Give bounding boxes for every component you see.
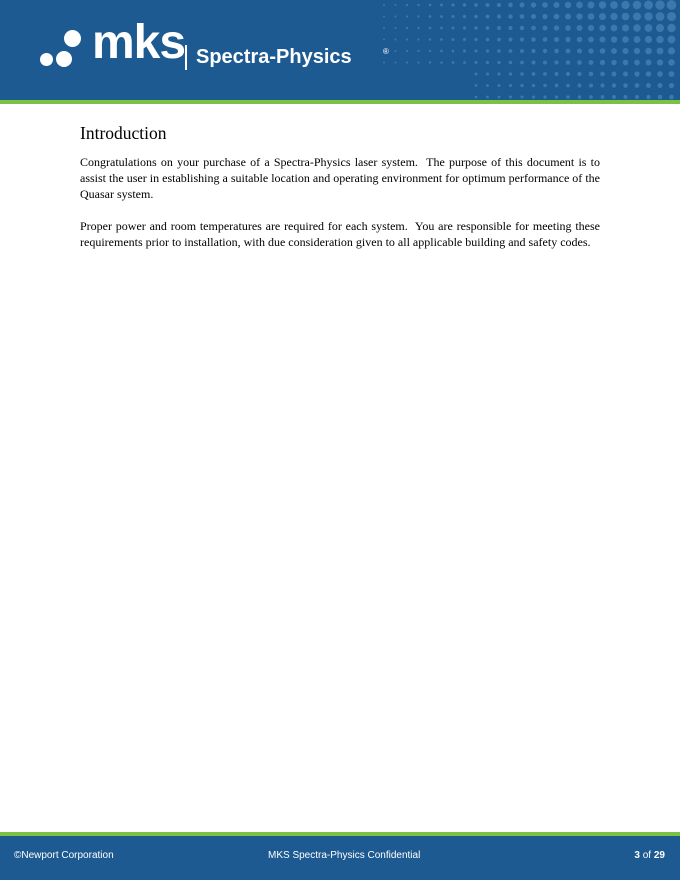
header-dot (474, 61, 477, 64)
header-dot (566, 72, 570, 76)
logo-brand-text: Spectra-Physics (196, 46, 352, 68)
header-dot (634, 71, 639, 76)
header-dot (474, 49, 477, 52)
footer-confidential: MKS Spectra-Physics Confidential (268, 850, 421, 861)
header-dot (634, 48, 640, 54)
header-dot (474, 38, 477, 41)
header-dot (578, 95, 582, 99)
header-dot (429, 15, 432, 18)
header-dot (646, 71, 651, 76)
header-dot (531, 37, 535, 41)
header-dot (577, 60, 582, 65)
header-dot (554, 60, 558, 64)
header-dot (565, 2, 571, 8)
header-dot (452, 50, 455, 53)
header-dot (645, 59, 651, 65)
header-dot (486, 26, 490, 30)
header-dot (622, 36, 629, 43)
logo-registered-mark: ® (383, 47, 389, 56)
header-dot (406, 4, 408, 6)
header-dot (542, 2, 548, 8)
header-dot (429, 4, 432, 7)
header-dot (497, 14, 501, 18)
header-dot (657, 48, 664, 55)
header-dot (451, 3, 454, 6)
header-dot (588, 48, 593, 53)
header-dot (383, 16, 385, 18)
header-dot (555, 95, 558, 98)
header-dot (667, 12, 676, 21)
header-dot (669, 83, 674, 88)
header-dot (635, 83, 640, 88)
header-dot (565, 14, 571, 20)
document-body (80, 122, 603, 266)
header-dot (520, 61, 524, 65)
header-dot (645, 24, 653, 32)
header-dot (463, 61, 466, 64)
header-dot (633, 13, 641, 21)
header-dot (601, 95, 605, 99)
page-total: 29 (653, 850, 665, 861)
header-dot (633, 1, 642, 10)
header-dot (508, 3, 513, 8)
header-dot (520, 37, 524, 41)
header-dot (486, 72, 489, 75)
header-dot (611, 25, 618, 32)
header-dot (587, 1, 594, 8)
header-dot (611, 60, 616, 65)
header-dot (531, 49, 535, 53)
header-dot (588, 13, 595, 20)
header-dot (668, 59, 674, 65)
header-dot (658, 95, 662, 99)
header-dot (634, 60, 640, 66)
header-dot (452, 38, 455, 41)
header-dot (657, 59, 663, 65)
header-dot (566, 49, 571, 54)
header-dot (578, 84, 582, 88)
header-dot (497, 26, 501, 30)
header-dot (577, 25, 583, 31)
header-dot (554, 37, 559, 42)
header-dot (599, 1, 606, 8)
header-dot (599, 13, 606, 20)
header-dot (486, 15, 490, 19)
header-dot (600, 72, 605, 77)
logo-dot-large (64, 30, 81, 47)
header-dot (600, 48, 606, 54)
header-dot (542, 14, 547, 19)
header-dot (543, 49, 547, 53)
header-dot (566, 95, 569, 98)
header-dot (543, 95, 546, 98)
header-dot (588, 37, 594, 43)
header-dot (394, 15, 396, 17)
header-dot (486, 61, 489, 64)
header-dot (542, 25, 547, 30)
header-dot (508, 26, 512, 30)
header-dot (474, 15, 478, 19)
header-dot (667, 24, 675, 32)
header-dot (440, 15, 443, 18)
header-dot (657, 83, 662, 88)
page-footer (0, 836, 680, 880)
header-dot (566, 60, 571, 65)
header-dot (576, 13, 582, 19)
header-dot (668, 36, 676, 44)
header-dot (554, 49, 559, 54)
header-accent-stripe (0, 100, 680, 104)
header-dot (543, 60, 547, 64)
header-dot (497, 61, 500, 64)
header-dot (623, 83, 628, 88)
header-dot (623, 60, 629, 66)
header-dot (486, 96, 489, 99)
header-dot (644, 1, 653, 10)
header-dot (509, 38, 513, 42)
header-dot (531, 14, 536, 19)
header-dot (577, 37, 582, 42)
header-dot (532, 72, 536, 76)
header-dot (543, 37, 548, 42)
page-header (0, 0, 680, 100)
footer-copyright: ©Newport Corporation (14, 850, 114, 861)
header-dot (589, 60, 594, 65)
header-dot (440, 61, 443, 64)
header-dot (622, 24, 629, 31)
header-dot (520, 26, 524, 30)
header-dot (498, 96, 501, 99)
logo-dot-medium (56, 51, 72, 67)
header-dot (474, 26, 477, 29)
header-dot (509, 72, 512, 75)
header-dot (612, 72, 617, 77)
header-dot (669, 71, 675, 77)
header-dot (440, 38, 443, 41)
header-dot (656, 36, 663, 43)
header-dot (509, 96, 512, 99)
header-dot (486, 38, 490, 42)
header-dot (657, 71, 663, 77)
footer-page-number (634, 850, 665, 861)
header-dot (623, 71, 628, 76)
header-dot (611, 36, 617, 42)
header-dot (463, 3, 466, 6)
header-dot (520, 72, 523, 75)
header-dot (463, 15, 466, 18)
header-dot (656, 12, 665, 21)
header-dot (600, 83, 604, 87)
header-dot (576, 2, 583, 9)
header-dot (509, 61, 513, 65)
header-dot (645, 48, 652, 55)
header-dot (669, 95, 674, 100)
header-dot (555, 84, 559, 88)
header-dot (440, 4, 443, 7)
header-dot (566, 84, 570, 88)
page-current: 3 (634, 850, 640, 861)
header-dot (394, 4, 396, 6)
header-dot (565, 25, 571, 31)
header-dot (532, 84, 535, 87)
header-dot (588, 25, 594, 31)
header-dot (554, 2, 560, 8)
header-dot (451, 26, 454, 29)
logo-mks-text: mks (92, 16, 186, 69)
header-dot (656, 24, 664, 32)
header-dot (497, 38, 501, 42)
paragraph-requirements: Proper power and room temperatures are required for each system. You are responsible for meeting these requirements prior to installation, with due consideration given to all applicable building and safety codes. (80, 219, 603, 249)
header-dot (612, 83, 616, 87)
header-dot (521, 96, 524, 99)
header-dot (610, 1, 618, 9)
header-dot (646, 95, 650, 99)
header-dot (520, 84, 523, 87)
header-dot (634, 36, 641, 43)
header-dot (463, 50, 466, 53)
header-dot (463, 26, 466, 29)
header-dot (520, 3, 525, 8)
header-dot (610, 13, 617, 20)
header-dot (600, 60, 605, 65)
header-dot (532, 61, 536, 65)
header-dot (577, 72, 581, 76)
header-dot (646, 83, 651, 88)
header-dot (497, 49, 501, 53)
header-dot (599, 25, 605, 31)
header-dot (531, 2, 536, 7)
header-dot (565, 37, 570, 42)
logo-dot-small (40, 53, 53, 66)
header-dot (622, 48, 628, 54)
header-dot (543, 84, 547, 88)
header-dot (644, 12, 652, 20)
header-dot (611, 48, 617, 54)
header-dot (498, 84, 501, 87)
header-dot (417, 4, 419, 6)
header-dot (555, 72, 559, 76)
header-dot (667, 0, 677, 10)
header-dot (531, 26, 536, 31)
header-dot (589, 83, 593, 87)
header-dot (475, 84, 478, 87)
header-dot (440, 50, 443, 53)
section-title: Introduction (80, 123, 167, 143)
header-dot (621, 1, 629, 9)
header-dot (497, 72, 500, 75)
header-dot (635, 95, 639, 99)
header-dot (475, 73, 478, 76)
header-dot (520, 14, 525, 19)
logo-divider (185, 45, 187, 70)
header-dot (486, 49, 489, 52)
header-dot (622, 13, 630, 21)
header-dot (486, 84, 489, 87)
page-of: of (639, 850, 654, 861)
header-dot (509, 49, 513, 53)
header-dot (633, 24, 640, 31)
header-dot (509, 84, 512, 87)
header-dot (497, 3, 501, 7)
header-dot (475, 96, 478, 99)
header-dot (655, 0, 664, 9)
header-dot (417, 15, 419, 17)
header-dot (440, 27, 443, 30)
header-dot (668, 47, 675, 54)
header-dot (612, 95, 616, 99)
header-dot (554, 14, 560, 20)
header-dot (474, 3, 478, 7)
header-dot (451, 15, 454, 18)
header-dot (645, 36, 652, 43)
header-dot (599, 36, 605, 42)
paragraph-intro: Congratulations on your purchase of a Spectra-Physics laser system. The purpose of this document is to assist the user in establishing a suitable location and operating environment for optimum performance of the Quasar system. (80, 155, 603, 201)
header-dot (577, 48, 582, 53)
header-dot (508, 14, 512, 18)
header-dot (463, 38, 466, 41)
header-dot (520, 49, 524, 53)
header-dot (554, 25, 559, 30)
header-dot (589, 72, 594, 77)
header-dot (406, 15, 408, 17)
header-dot (532, 95, 535, 98)
company-logo (40, 16, 440, 78)
header-dot (543, 72, 547, 76)
header-dot (452, 61, 455, 64)
header-dot (383, 4, 385, 6)
header-dot (485, 3, 489, 7)
header-dot (589, 95, 593, 99)
header-dot (623, 95, 627, 99)
